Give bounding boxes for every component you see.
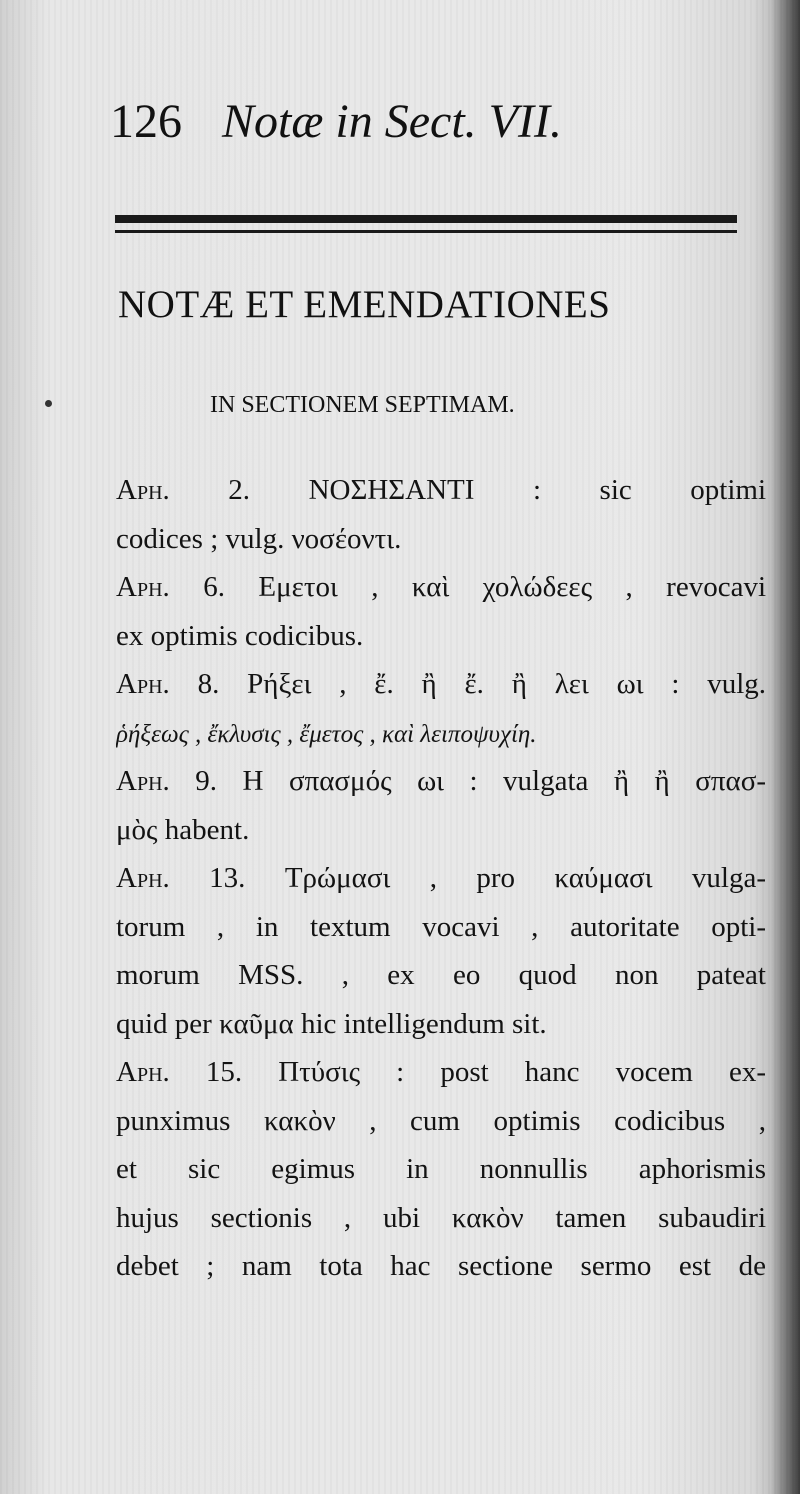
text-line	[116, 466, 766, 515]
text-line	[116, 951, 766, 1000]
text-line	[116, 806, 766, 855]
text-line	[116, 1194, 766, 1243]
text-line	[116, 515, 766, 564]
header-rule-thin	[115, 230, 737, 233]
line-text: ΝΟΣΗΣΑΝΤΙ : sic optimi	[308, 474, 766, 506]
line-text: Εμετοι , καὶ χολώδεες , revocavi	[258, 571, 766, 603]
line-text: punximus κακὸν , cum optimis codicibus ,	[116, 1104, 766, 1137]
line-text: et sic egimus in nonnullis aphorismis	[116, 1153, 766, 1185]
aphorism-ref: Aph. 13.	[116, 862, 246, 894]
notes-body	[116, 466, 766, 1291]
line-text: Πτύσις : post hanc vocem ex-	[278, 1056, 766, 1088]
header-rule-thick	[115, 215, 737, 223]
line-text: Ρήξει , ἔ. ἢ ἔ. ἢ λει ωι : vulg.	[247, 668, 766, 700]
text-line	[116, 660, 766, 709]
text-line	[116, 1048, 766, 1097]
line-text: torum , in textum vocavi , autoritate opti-	[116, 910, 766, 943]
line-text: ῥήξεως , ἔκλυσις , ἔμετος , καὶ λειποψυχίη.	[116, 720, 537, 748]
text-line	[116, 903, 766, 952]
ink-smudge	[45, 400, 52, 407]
line-text: ex optimis codicibus.	[116, 619, 364, 652]
text-line	[116, 563, 766, 612]
text-line	[116, 612, 766, 661]
aphorism-ref: Aph. 9.	[116, 765, 218, 797]
aphorism-ref: Aph. 8.	[116, 668, 220, 700]
line-text: debet ; nam tota hac sectione sermo est de	[116, 1250, 766, 1282]
text-line	[116, 1145, 766, 1194]
line-text: quid per καῦμα hic intelligendum sit.	[116, 1007, 547, 1040]
aphorism-ref: Aph. 6.	[116, 571, 225, 603]
line-text: morum MSS. , ex eo quod non pateat	[116, 959, 766, 991]
line-text: Τρώμασι , pro καύμασι vulga-	[284, 862, 766, 894]
text-line	[116, 1242, 766, 1291]
text-line	[116, 854, 766, 903]
section-subtitle: IN SECTIONEM SEPTIMAM.	[210, 392, 515, 418]
text-line	[116, 1097, 766, 1146]
section-title: NOTÆ ET EMENDATIONES	[118, 283, 611, 326]
line-text: hujus sectionis , ubi κακὸν tamen subaudiri	[116, 1201, 766, 1234]
line-text: Η σπασμός ωι : vulgata ἢ ἢ σπασ-	[242, 765, 766, 797]
text-line	[116, 757, 766, 806]
page-edge-shadow	[770, 0, 800, 1494]
text-line	[116, 1000, 766, 1049]
running-title: Notæ in Sect. VII.	[222, 95, 562, 148]
page-number: 126	[110, 95, 182, 148]
running-head	[110, 92, 670, 152]
line-text: codices ; vulg. νοσέοντι.	[116, 522, 402, 555]
aphorism-ref: Aph. 15.	[116, 1056, 243, 1088]
aphorism-ref: Aph. 2.	[116, 474, 251, 506]
text-line	[116, 709, 766, 758]
line-text: μὸς habent.	[116, 813, 250, 846]
